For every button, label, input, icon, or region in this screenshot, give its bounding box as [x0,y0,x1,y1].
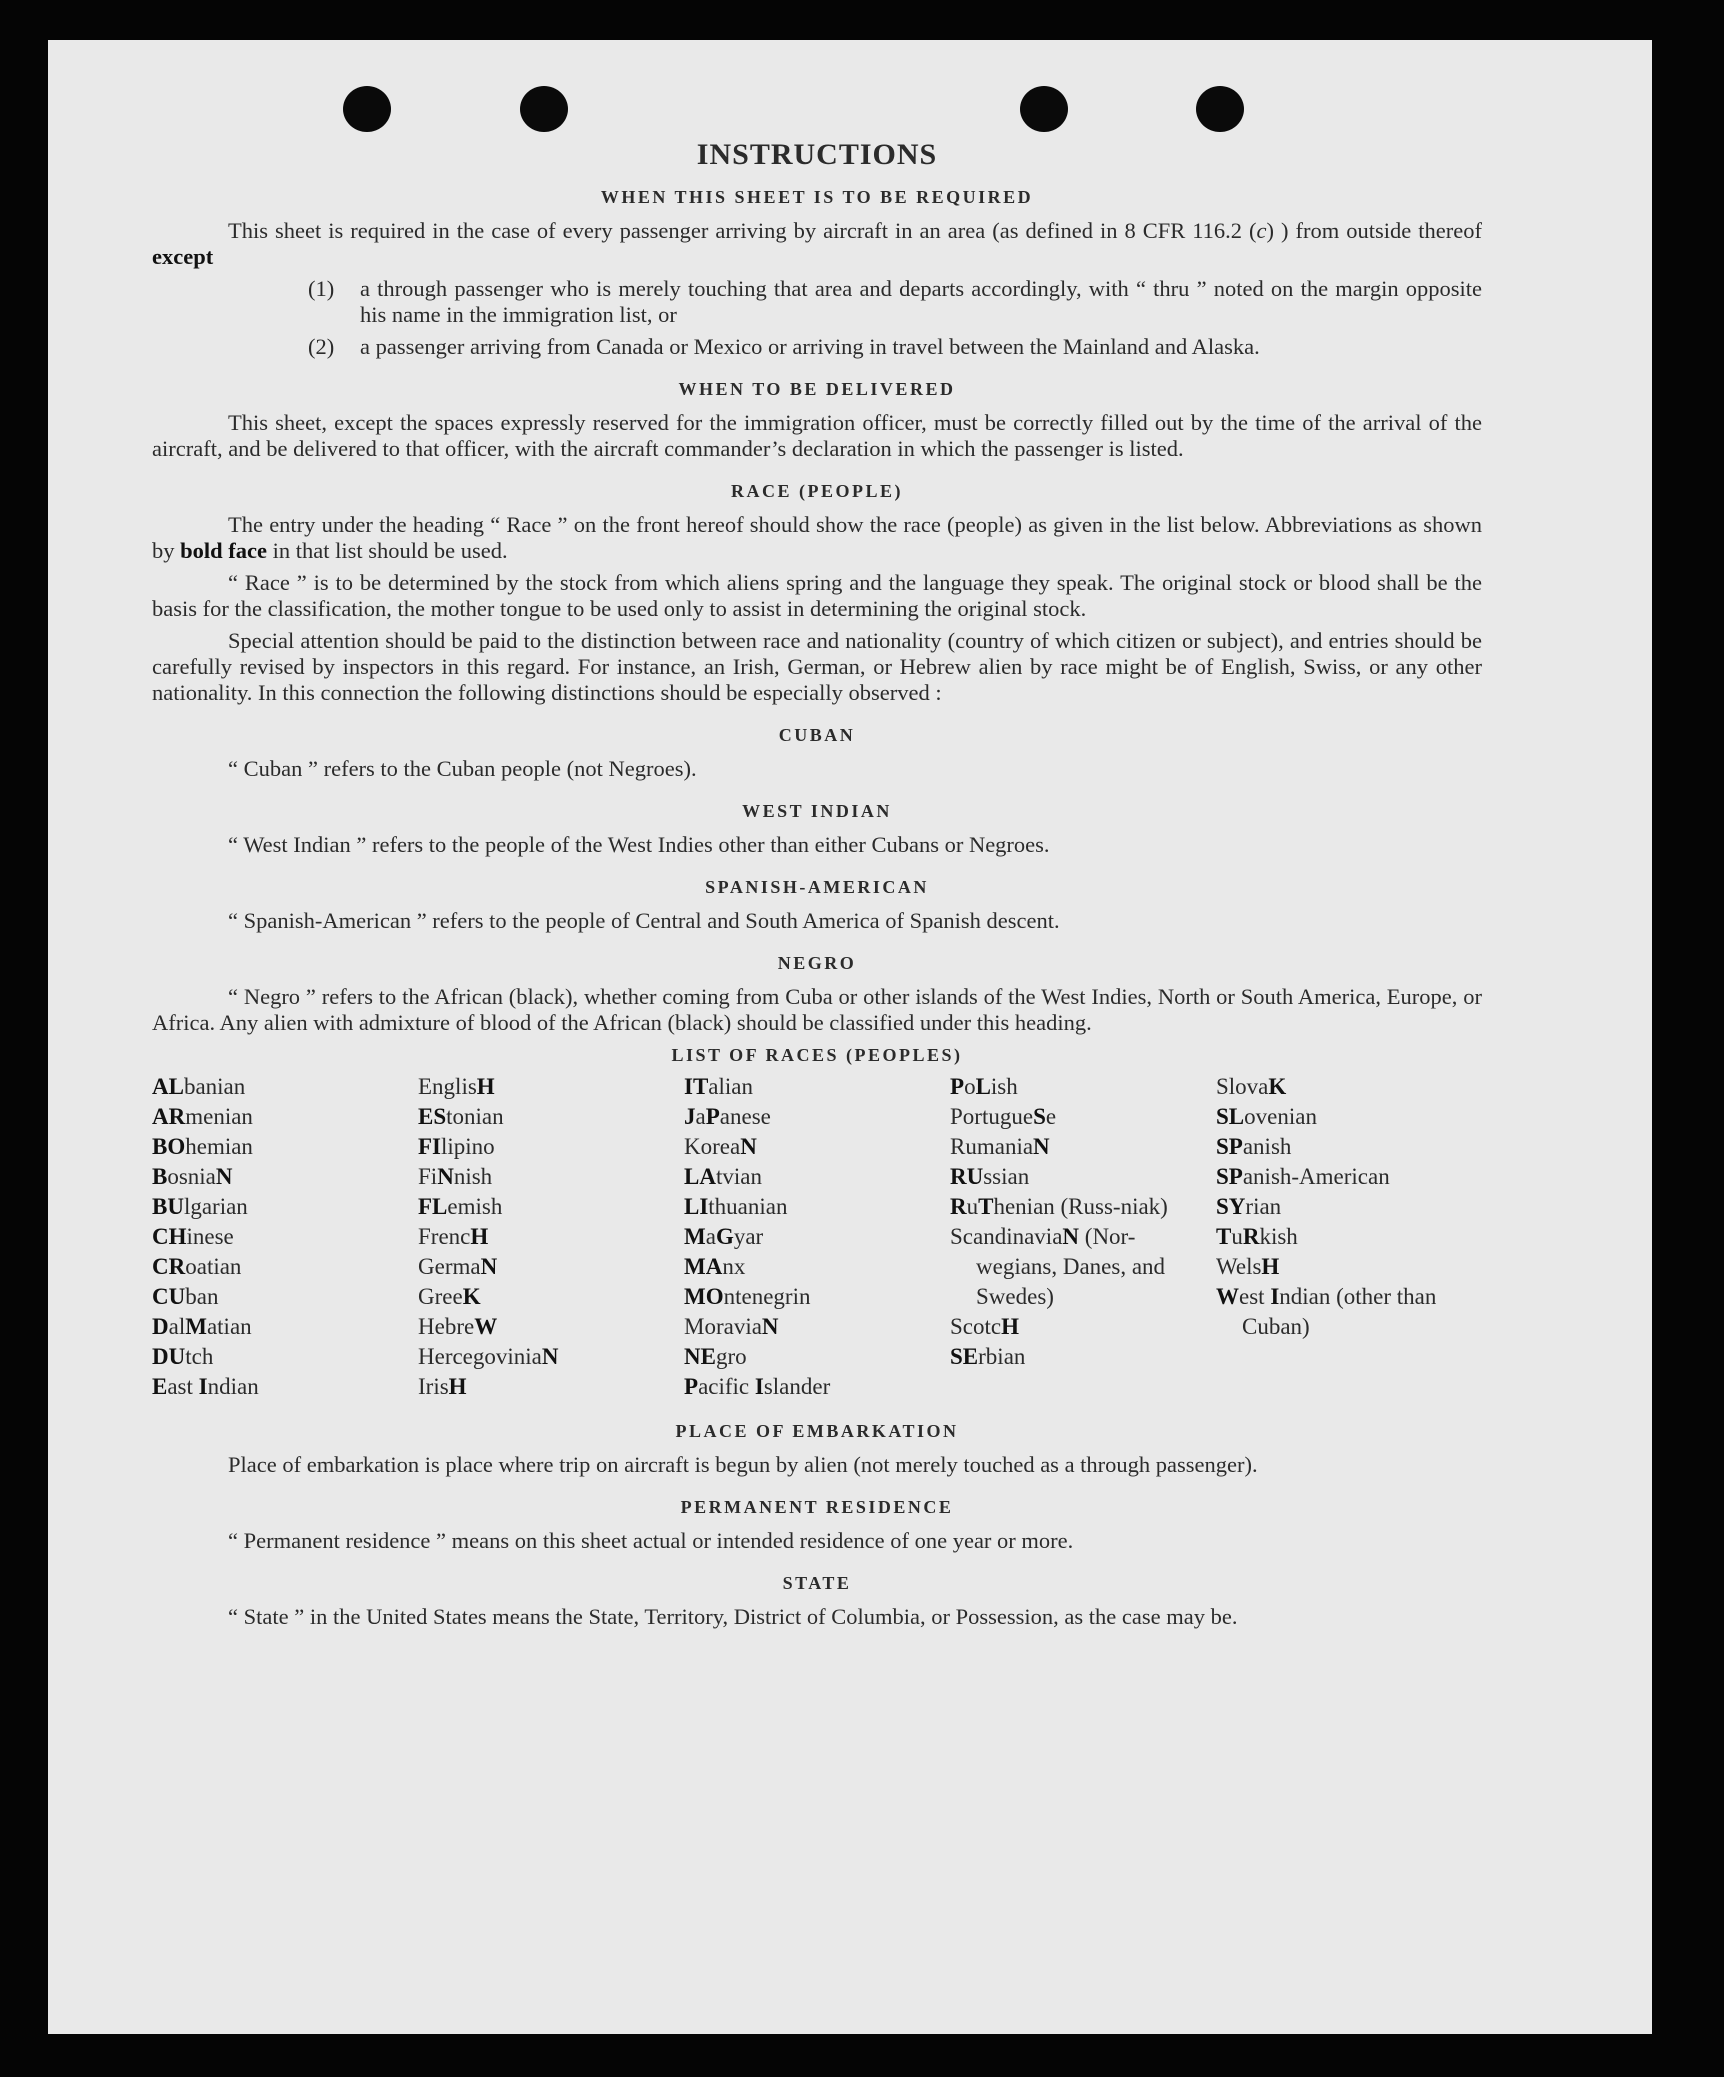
race-entry: HercegoviniaN [418,1344,559,1369]
race-paragraph-3: Special attention should be paid to the distinction between race and nationality (country of which citizen or subject), and entries should be carefully revised by inspectors in this regard. For instance, an Irish, German, or Hebrew alien by race might be of English, Swiss, or any other nationality. In this connection the following distinctions should be especially observed : [152,628,1482,705]
race-entry: DalMatian [152,1314,252,1339]
race-entry: SYrian [1216,1194,1282,1219]
race-entry: RumaniaN [950,1134,1050,1159]
race-entry: FrencH [418,1224,489,1249]
race-paragraph-2: “ Race ” is to be determined by the stock from which aliens spring and the language they speak. The original stock or blood shall be the basis for the classification, the mother tongue to be used only to assist in determining the original stock. [152,570,1482,621]
race-entry: ITalian [684,1074,753,1099]
state-text: “ State ” in the United States means the State, Territory, District of Columbia, or Possession, as the case may be. [228,1604,1238,1629]
race-entry: BUlgarian [152,1194,248,1219]
race-paragraph-1: The entry under the heading “ Race ” on the front hereof should show the race (people) as given in the list below. Abbreviations as shown by bold face in that list should be used. [152,512,1482,563]
race-entry: RuThenian (Russ-niak) [950,1194,1168,1219]
race-entry: LAtvian [684,1164,762,1189]
race-entry: SlovaK [1216,1074,1287,1099]
race-entry: CUban [152,1284,219,1309]
race-entry: FLemish [418,1194,503,1219]
race-entry: PoLish [950,1074,1018,1099]
cuban-text: “ Cuban ” refers to the Cuban people (not Negroes). [228,756,697,781]
race-entry: LIthuanian [684,1194,788,1219]
race-entry: Pacific Islander [684,1374,831,1399]
race-entry: ScotcH [950,1314,1019,1339]
race-entry: HebreW [418,1314,498,1339]
when-required-intro: This sheet is required in the case of every passenger arriving by aircraft in an area (as defined in 8 CFR 116.2 (c) ) from outside thereof except [152,218,1482,269]
race-entry: MOntenegrin [684,1284,811,1309]
race-entry: GreeK [418,1284,481,1309]
race-entry: ScandinaviaN (Nor-wegians, Danes, and Swedes) [950,1224,1166,1309]
heading-when-delivered: WHEN TO BE DELIVERED [678,379,956,399]
race-entry: PortugueSe [950,1104,1057,1129]
race-entry: BosniaN [152,1164,233,1189]
heading-embarkation: PLACE OF EMBARKATION [675,1421,959,1441]
race-column [418,1072,684,1402]
race-column [950,1072,1216,1402]
race-entry: EStonian [418,1104,504,1129]
race-entry: ARmenian [152,1104,253,1129]
race-entry: WelsH [1216,1254,1280,1279]
race-entry: SLovenian [1216,1104,1317,1129]
race-entry: MAnx [684,1254,746,1279]
race-entry: MaGyar [684,1224,764,1249]
race-entry: SPanish-American [1216,1164,1390,1189]
heading-race: RACE (PEOPLE) [731,481,903,501]
race-entry: NEgro [684,1344,747,1369]
race-entry: IrisH [418,1374,467,1399]
race-entry: ALbanian [152,1074,246,1099]
spanish-american-text: “ Spanish-American ” refers to the people of Central and South America of Spanish descent. [228,908,1060,933]
race-entry: SErbian [950,1344,1026,1369]
exception-item-1: (1) a through passenger who is merely touching that area and departs accordingly, with “ thru ” noted on the margin opposite his name in the immigration list, or [308,276,1482,327]
heading-when-required: WHEN THIS SHEET IS TO BE REQUIRED [600,187,1034,207]
race-entry: CRoatian [152,1254,242,1279]
race-entry: CHinese [152,1224,234,1249]
race-entry: EnglisH [418,1074,495,1099]
punch-hole [520,86,568,132]
race-entry: RUssian [950,1164,1030,1189]
race-entry: KoreaN [684,1134,757,1159]
race-entry: East Indian [152,1374,259,1399]
instructions-content [152,138,1482,1636]
when-delivered-text: This sheet, except the spaces expressly reserved for the immigration officer, must be correctly filled out by the time of the arrival of the aircraft, and be delivered to that officer, with the aircraft commander’s declaration in which the passenger is listed. [152,410,1482,461]
heading-negro: NEGRO [777,953,857,973]
west-indian-text: “ West Indian ” refers to the people of the West Indies other than either Cubans or Negroes. [228,832,1050,857]
punch-hole [1196,86,1244,132]
race-list [152,1072,1482,1402]
heading-spanish-american: SPANISH-AMERICAN [705,877,929,897]
heading-list-of-races: LIST OF RACES (PEOPLES) [671,1045,963,1065]
heading-west-indian: WEST INDIAN [742,801,892,821]
negro-text: “ Negro ” refers to the African (black), whether coming from Cuba or other islands of the West Indies, North or South America, Europe, or Africa. Any alien with admixture of blood of the African (black) should be classified under this heading. [152,984,1482,1035]
heading-state: STATE [782,1573,852,1593]
race-entry: TuRkish [1216,1224,1298,1249]
race-entry: West Indian (other than Cuban) [1216,1284,1437,1339]
embarkation-text: Place of embarkation is place where trip on aircraft is begun by alien (not merely touched as a through passenger). [228,1452,1258,1477]
race-entry: SPanish [1216,1134,1292,1159]
punch-hole [1020,86,1068,132]
race-entry: FIlipino [418,1134,495,1159]
race-entry: JaPanese [684,1104,771,1129]
race-entry: GermaN [418,1254,498,1279]
heading-permanent-residence: PERMANENT RESIDENCE [680,1497,954,1517]
race-entry: FiNnish [418,1164,493,1189]
exception-item-2: (2) a passenger arriving from Canada or Mexico or arriving in travel between the Mainland and Alaska. [308,334,1260,359]
race-entry: DUtch [152,1344,214,1369]
punch-hole [343,86,391,132]
heading-cuban: CUBAN [778,725,856,745]
race-column [152,1072,418,1402]
race-entry: MoraviaN [684,1314,779,1339]
race-column [1216,1072,1482,1402]
residence-text: “ Permanent residence ” means on this sheet actual or intended residence of one year or more. [228,1528,1074,1553]
page-title: INSTRUCTIONS [696,138,938,171]
race-column [684,1072,950,1402]
race-entry: BOhemian [152,1134,253,1159]
